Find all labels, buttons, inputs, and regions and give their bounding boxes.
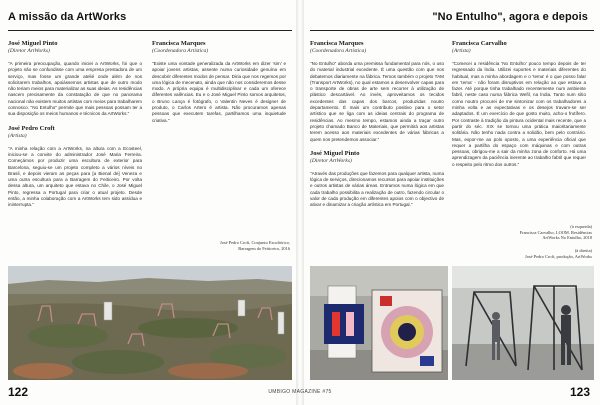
quote-text: "Existe uma vontade generalizada da ArtWorks em dizer 'sim' e apoiar jovens artistas, assente numa curiosidade genuína em descobrir diferentes modos de pensar. Diria que nos regemos por uma lógica de mecenato, ainda que não nos consideremos desse modo. A própria equipa é multidisciplinar e cada um oferece diferentes valências. Eu e o José Miguel Pinto somos arquitetos, o Bruno Lança é fotógrafo, o Valentin Neves é designer de produto, o Carlos Artero é artista. Não procuramos apenas pessoas que executem tarefas, partilhamos uma inquietude criativa." — [152, 61, 286, 123]
caption-line: ArtWorks No Entulho, 2018 — [542, 235, 592, 241]
caption-line: Barragem do Feiticeiro, 2016 — [238, 245, 290, 251]
quote-text: "A primeira preocupação, quando iniciei a ArtWorks, foi que o projeto não se confundisse com uma empresa prestadora de um serviço, mas fosse um grande atelié onde além de nos solicitarem trabalhos, apoiássemos artistas que de outro modo não teriam meios para materializar as suas ideias. As residências nascem precisamente da constatação de que no panorama nacional não existem muitos artistas com meios para trabalharem connosco. "No Entulho" permite que mais pessoas possam ter a sua disposição os meios humanos e técnicos da ArtWorks." — [8, 61, 142, 117]
name: José Miguel Pinto — [8, 40, 58, 47]
role: (Artista) — [452, 48, 471, 54]
right-page — [304, 0, 600, 405]
column — [310, 40, 444, 216]
role: (Diretor ArtWorks) — [310, 157, 352, 164]
quote-text: "Comecei a residência 'No Entulho' pouco tempo depois de ter regressado da Índia. Utilizei suportes e materiais diferentes do habitual, mas a minha abordagem e o 'tema' é o que posso falar em 'tema' - não foram disruptivos em relação ao que estava a fazer. Até porque tinha trabalhado recentemente num ambiente fabril, neste caso numa fábrica Wefil, na Índia. Tanto num sítio como noutro procurei de me sintonizar com os trabalhadores a minha volta e as expectativas e os desejos travam-se ser adaptados. É um exercício de que gosto muito, acho-o frutífero. Por contraste à tradição da pintura ocidental mais recente, que a partir do séc. XIX se tornou uma prática maioritariamente solitária. Não tenho nada contra a solidão, bem pelo contrário. Mas, expor-me ao polo oposto, a uma experiência oficial que requer a partilha do espaço com máquinas e com outras pessoas, obrigou-me a sair da minha zona de conforto. Há uma aprendizagem da paciência inerente ao trabalho fabril que requer o respeito pelo ritmo dos outros." — [452, 61, 586, 167]
role: (Diretor ArtWorks) — [8, 48, 50, 54]
page-title: A missão da ArtWorks — [8, 11, 127, 23]
caption-line: José Pedro Croft, produção, ArtWorks — [525, 253, 592, 259]
page-title: "No Entulho", agora e depois — [432, 11, 588, 23]
column — [152, 40, 286, 131]
role: (Artista) — [8, 132, 27, 139]
role: (Coordenadora Artística) — [152, 48, 209, 54]
left-page — [0, 0, 296, 405]
quote-text: "Através das produções que fazemos para qualquer artista, numa lógica de serviços, direcionamos recursos para apoiar instituições e outros artistas de várias áreas. Entramos numa lógica em que cada trabalho possibilita a realização de outro, fazendo circular o valor de cada produção em diferentes apoios com o objectivo de ativar e dinamizar a criação artística em Portugal." — [310, 170, 444, 208]
photo-caption — [458, 248, 592, 259]
name: José Miguel Pinto — [310, 149, 360, 157]
role: (Coordenadora Artística) — [310, 48, 367, 54]
title-rule — [8, 30, 292, 31]
name: José Pedro Croft — [8, 124, 55, 132]
magazine-footer: UMBIGO MAGAZINE #75 — [268, 389, 332, 395]
column — [452, 40, 586, 175]
caption-line: (à esquerda) — [570, 224, 592, 229]
caption-line: José Pedro Croft, Conjunto Escultórico, — [220, 240, 290, 245]
page-number: 123 — [569, 385, 590, 399]
title-rule — [310, 30, 594, 31]
factory-production-photo — [452, 266, 594, 380]
spine-gutter — [296, 0, 304, 405]
photo-caption — [458, 224, 592, 241]
caption-line: (à direita) — [574, 248, 592, 253]
sculpture-field-photo — [8, 266, 292, 380]
name: Francisca Marques — [152, 40, 206, 47]
name: Francisca Marques — [310, 40, 364, 47]
column — [8, 40, 142, 216]
page-number: 122 — [8, 385, 29, 399]
photo-caption — [156, 240, 290, 251]
quote-text: "No Entulho" aborda uma premissa fundamental para nós, o uso do material industrial excedente. É uma questão com que nos debatemos diariamente na fábrica. Temos também o projeto TAM (Transport ArtWorks), no qual estamos a desenvolver capas para o transporte de obras de arte sem recorrer à utilização de plástico descartável. Ao invés, aproveitamos os tecidos excedentes das capas dos barcos, produzidas noutro departamento. É mais um contributo positivo para o setor artístico que se liga com as ideias centrais do programa de residências. Ao mesmo tempo, estamos ainda a traçar outro projeto chamado Banco de Materiais, que permitirá aos artistas terem acesso aos materiais excedentes de várias fábricas a quem nos pretendemos associar." — [310, 61, 444, 142]
name: Francisca Carvalho — [452, 40, 507, 47]
caption-line: Francisca Carvalho, LOOM. Residências — [519, 229, 592, 235]
painting-factory-photo — [310, 266, 448, 380]
quote-text: "A minha relação com a ArtWorks, na altura com a Ecosteel, iniciou-se a convite do administrador José Maria Ferreira. Começámos por produzir uma escultura de exterior para Barcelona, seguiu-se um projeto completo a vários níveis no Brasil, e depois vieram as peças para [a Bienal de] Veneza e uma outra escultura para a Barragem do Feiticeiro. Por volta dessa altura, um arquiteto que estava no Chile, o José Miguel Pinto, regressa a Portugal para criar o atual projeto. Desde então, a minha colaboração com a ArtWorks tem sido assídua e ininterrupta." — [8, 145, 142, 208]
